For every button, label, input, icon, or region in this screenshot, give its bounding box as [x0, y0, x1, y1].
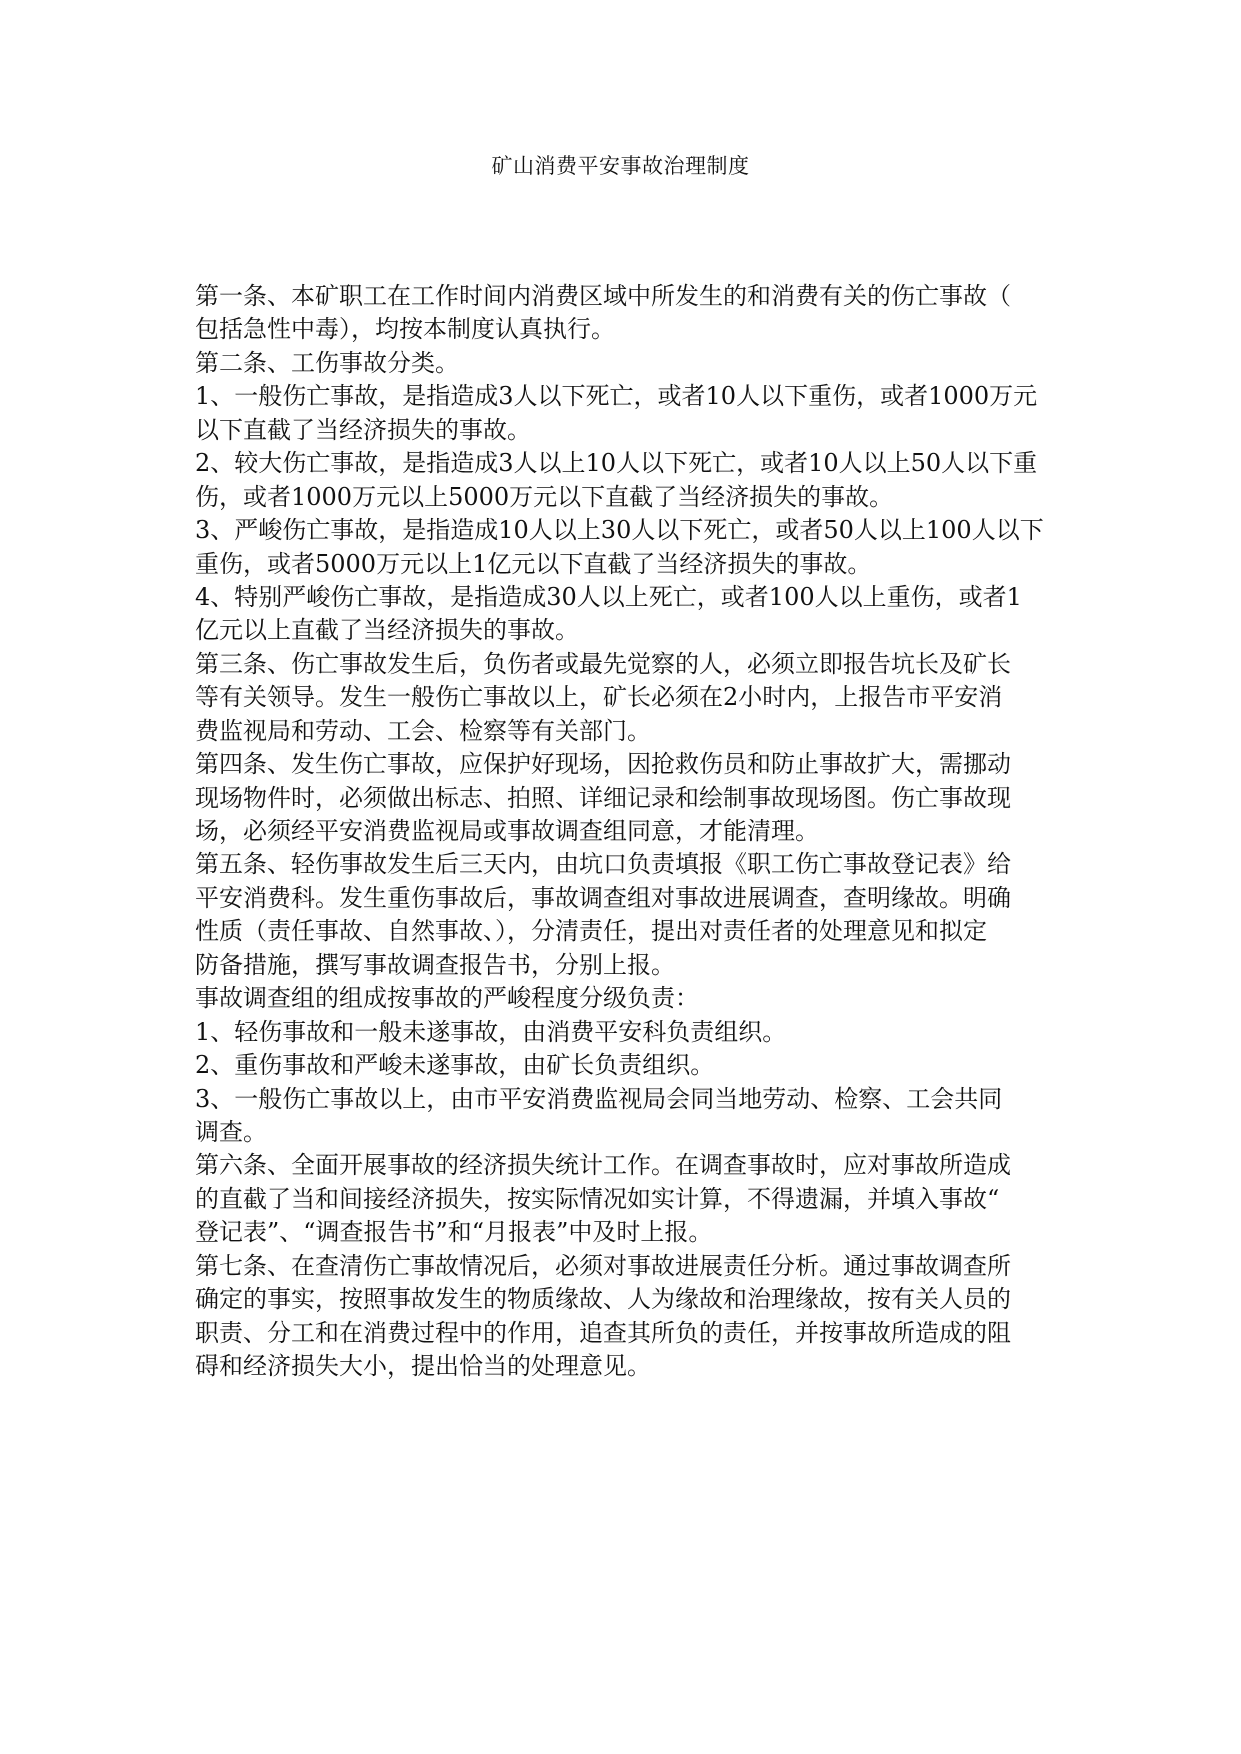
body-line: 亿元以上直截了当经济损失的事故。 — [195, 616, 579, 645]
body-line: 第三条、伤亡事故发生后，负伤者或最先觉察的人，必须立即报告坑长及矿长 — [195, 649, 1011, 678]
body-line: 2、重伤事故和严峻未遂事故，由矿长负责组织。 — [195, 1051, 715, 1080]
body-line: 调查。 — [195, 1117, 267, 1146]
body-line: 职责、分工和在消费过程中的作用，追查其所负的责任，并按事故所造成的阻 — [195, 1318, 1011, 1347]
body-line: 4、特别严峻伤亡事故，是指造成30人以上死亡，或者100人以上重伤，或者1 — [195, 582, 1022, 611]
body-line: 1、轻伤事故和一般未遂事故，由消费平安科负责组织。 — [195, 1017, 787, 1046]
body-line: 登记表”、“调查报告书”和“月报表”中及时上报。 — [195, 1218, 713, 1247]
body-line: 费监视局和劳动、工会、检察等有关部门。 — [195, 716, 651, 745]
body-line: 第一条、本矿职工在工作时间内消费区域中所发生的和消费有关的伤亡事故（ — [195, 282, 1011, 310]
body-line: 第七条、在查清伤亡事故情况后，必须对事故进展责任分析。通过事故调查所 — [195, 1251, 1011, 1280]
body-line: 第四条、发生伤亡事故，应保护好现场，因抢救伤员和防止事故扩大，需挪动 — [195, 750, 1011, 779]
body-line: 第二条、工伤事故分类。 — [195, 348, 459, 377]
body-line: 场，必须经平安消费监视局或事故调查组同意，才能清理。 — [195, 817, 819, 845]
body-line: 重伤，或者5000万元以上1亿元以下直截了当经济损失的事故。 — [195, 549, 872, 578]
body-line: 第六条、全面开展事故的经济损失统计工作。在调查事故时，应对事故所造成 — [195, 1151, 1011, 1180]
body-line: 性质（责任事故、自然事故、），分清责任，提出对责任者的处理意见和拟定 — [195, 917, 987, 946]
body-line: 包括急性中毒），均按本制度认真执行。 — [195, 315, 615, 344]
body-line: 现场物件时，必须做出标志、拍照、详细记录和绘制事故现场图。伤亡事故现 — [195, 783, 1011, 812]
body-line: 的直截了当和间接经济损失，按实际情况如实计算，不得遗漏，并填入事故“ — [195, 1184, 1000, 1213]
body-line: 碍和经济损失大小，提出恰当的处理意见。 — [195, 1352, 651, 1380]
body-line: 伤，或者1000万元以上5000万元以下直截了当经济损失的事故。 — [195, 482, 894, 511]
body-line: 2、较大伤亡事故，是指造成3人以上10人以下死亡，或者10人以上50人以下重 — [195, 449, 1038, 478]
body-line: 以下直截了当经济损失的事故。 — [195, 415, 531, 444]
body-line: 3、一般伤亡事故以上，由市平安消费监视局会同当地劳动、检察、工会共同 — [195, 1084, 1003, 1113]
body-line: 事故调查组的组成按事故的严峻程度分级负责： — [195, 984, 699, 1013]
body-line: 等有关领导。发生一般伤亡事故以上，矿长必须在2小时内，上报告市平安消 — [195, 683, 1003, 712]
body-line: 防备措施，撰写事故调查报告书，分别上报。 — [195, 950, 675, 979]
body-line: 确定的事实，按照事故发生的物质缘故、人为缘故和治理缘故，按有关人员的 — [195, 1285, 1011, 1314]
body-line: 平安消费科。发生重伤事故后，事故调查组对事故进展调查，查明缘故。明确 — [195, 883, 1011, 912]
body-line: 第五条、轻伤事故发生后三天内，由坑口负责填报《职工伤亡事故登记表》给 — [195, 850, 1011, 879]
document-body — [195, 280, 1050, 1383]
document-title: 矿山消费平安事故治理制度 — [491, 154, 750, 178]
body-line: 3、严峻伤亡事故，是指造成10人以上30人以下死亡，或者50人以上100人以下 — [195, 516, 1044, 545]
body-line: 1、一般伤亡事故，是指造成3人以下死亡，或者10人以下重伤，或者1000万元 — [195, 382, 1038, 411]
